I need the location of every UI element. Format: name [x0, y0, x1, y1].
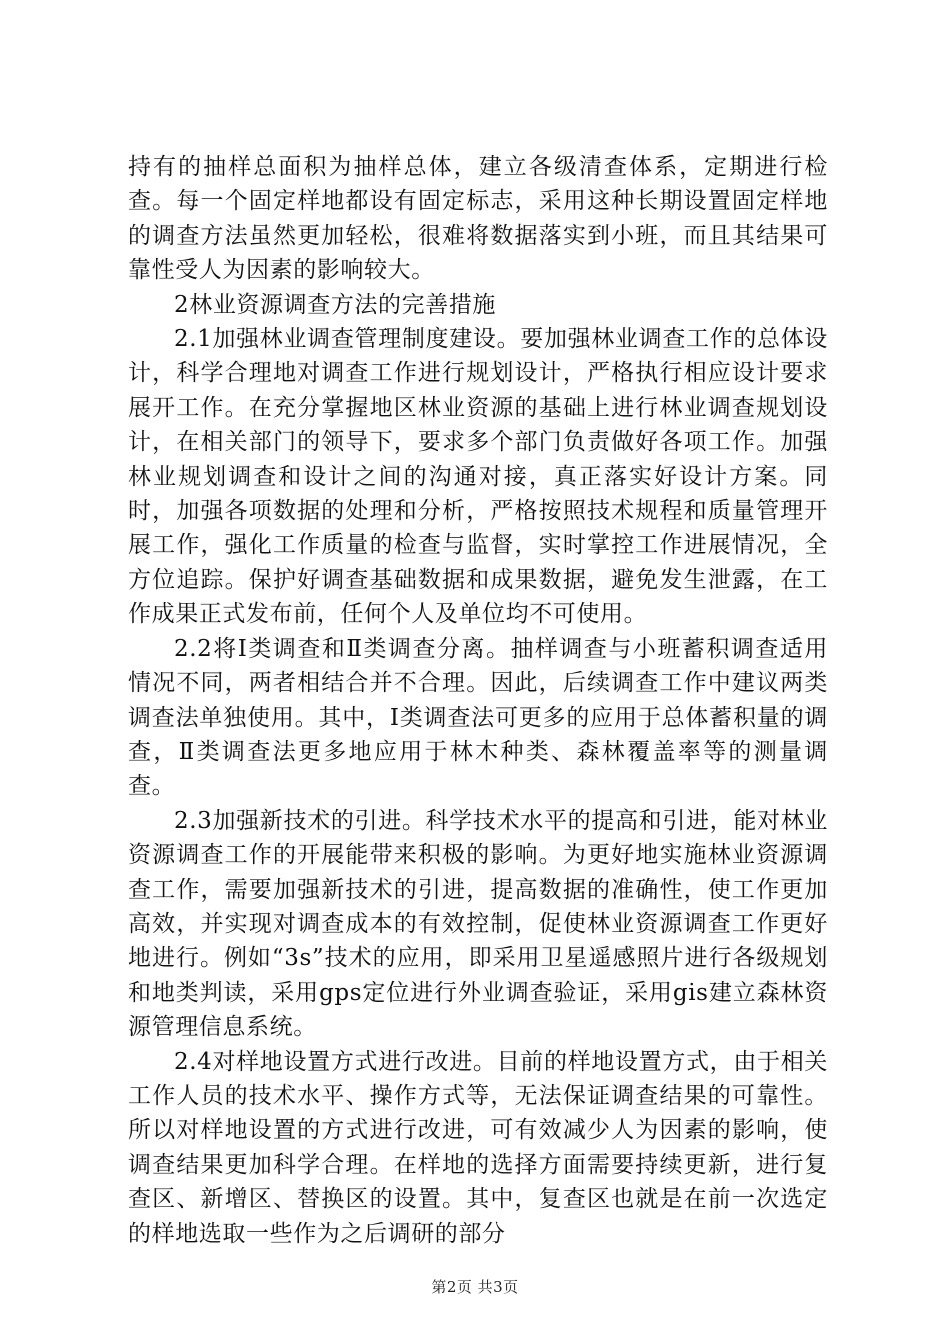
section-heading: 2林业资源调查方法的完善措施	[174, 291, 497, 318]
paragraph-2-2: 2.2将Ⅰ类调查和Ⅱ类调查分离。抽样调查与小班蓄积调查适用情况不同，两者相结合并不合理。因此，后续调查工作中建议两类调查法单独使用。其中，Ⅰ类调查法可更多的应用于总体蓄积量的调查，Ⅱ类调查法更多地应用于林木种类、森林覆盖率等的测量调查。	[128, 635, 828, 800]
paragraph-2-3: 2.3加强新技术的引进。科学技术水平的提高和引进，能对林业资源调查工作的开展能带来积极的影响。为更好地实施林业资源调查工作，需要加强新技术的引进，提高数据的准确性，使工作更加高效，并实现对调查成本的有效控制，促使林业资源调查工作更好地进行。例如“3s”技术的应用，即采用卫星遥感照片进行各级规划和地类判读，采用gps定位进行外业调查验证，采用gis建立森林资源管理信息系统。	[128, 807, 828, 1041]
page-number-footer: 第2页 共3页	[431, 1278, 519, 1296]
paragraph-continuation: 持有的抽样总面积为抽样总体，建立各级清查体系，定期进行检查。每一个固定样地都设有固定标志，采用这种长期设置固定样地的调查方法虽然更加轻松，很难将数据落实到小班，而且其结果可靠性受人为因素的影响较大。	[128, 154, 828, 284]
document-body	[128, 150, 828, 1251]
paragraph-2-4: 2.4对样地设置方式进行改进。目前的样地设置方式，由于相关工作人员的技术水平、操作方式等，无法保证调查结果的可靠性。所以对样地设置的方式进行改进，可有效减少人为因素的影响，使调查结果更加科学合理。在样地的选择方面需要持续更新，进行复查区、新增区、替换区的设置。其中，复查区也就是在前一次选定的样地选取一些作为之后调研的部分	[128, 1048, 828, 1247]
paragraph-2-1: 2.1加强林业调查管理制度建设。要加强林业调查工作的总体设计，科学合理地对调查工作进行规划设计，严格执行相应设计要求展开工作。在充分掌握地区林业资源的基础上进行林业调查规划设计，在相关部门的领导下，要求多个部门负责做好各项工作。加强林业规划调查和设计之间的沟通对接，真正落实好设计方案。同时，加强各项数据的处理和分析，严格按照技术规程和质量管理开展工作，强化工作质量的检查与监督，实时掌控工作进展情况，全方位追踪。保护好调查基础数据和成果数据，避免发生泄露，在工作成果正式发布前，任何个人及单位均不可使用。	[128, 326, 828, 628]
